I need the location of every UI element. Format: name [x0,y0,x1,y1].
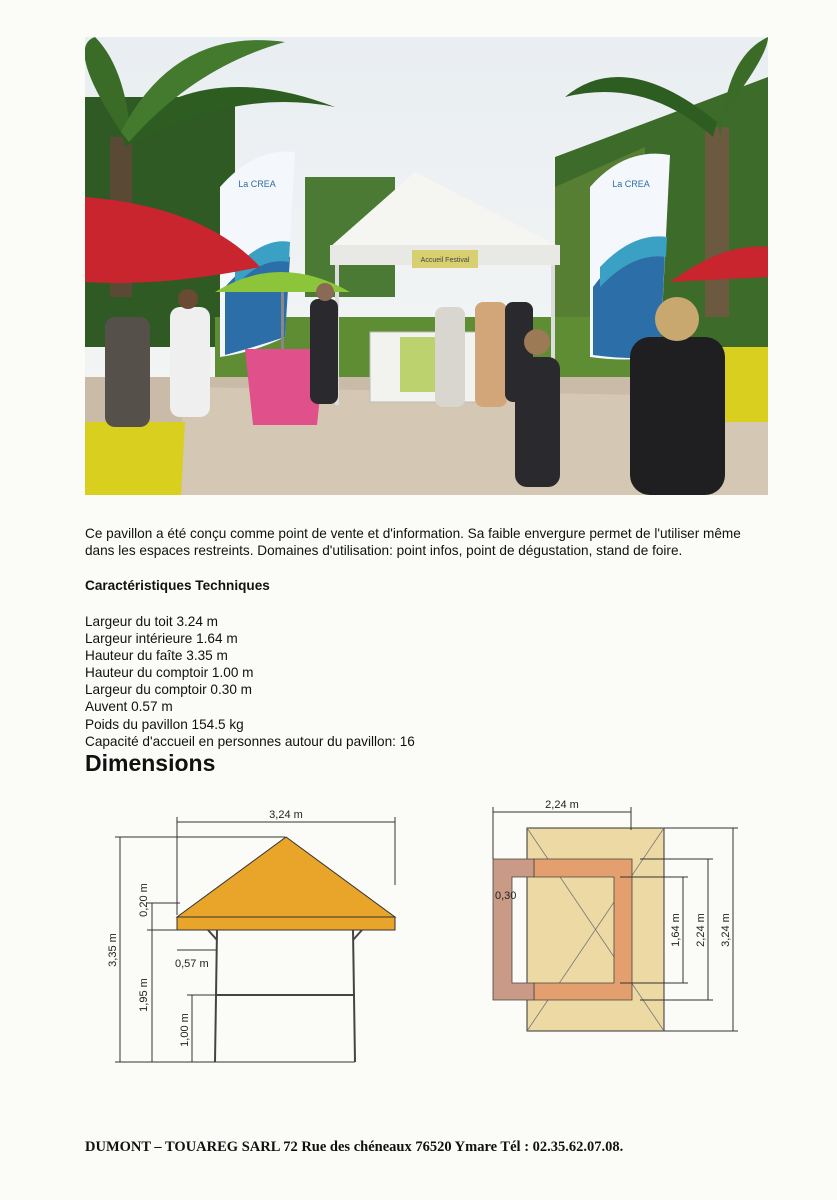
label-wall-height: 1,95 m [138,978,150,1012]
label-outer-width: 3,24 m [720,913,732,947]
intro-text: Ce pavillon a été conçu comme point de vente et d'information. Sa faible envergure permet de l'utiliser même dans les espaces restreints. Domaines d'utilisation: point infos, point de dégustation, stand de foire. [85,526,741,558]
label-awning: 0,57 m [175,958,209,970]
label-roof-width: 3,24 m [269,809,303,821]
label-counter-height: 1,00 m [179,1013,191,1047]
dimensions-drawing [100,795,760,1075]
label-inner-width: 1,64 m [670,913,682,947]
label-total-height: 3,35 m [107,933,119,967]
spec-ridge-height: Hauteur du faîte 3.35 m [85,648,228,664]
specs-list [85,613,415,750]
roof-shape [177,837,395,917]
banner-right-text: La CREA [612,179,650,189]
footer-address: DUMONT – TOUAREG SARL 72 Rue des chéneaux 76520 Ymare Tél : 02.35.62.07.08. [85,1139,624,1155]
spec-roof-width: Largeur du toit 3.24 m [85,614,218,629]
dimensions-title: Dimensions [85,750,216,776]
label-mid-width: 2,24 m [695,913,707,947]
label-counter-depth: 0,30 [495,890,517,902]
spec-inner-width: Largeur intérieure 1.64 m [85,631,238,647]
spec-capacity: Capacité d'accueil en personnes autour du pavillon: 16 [85,733,415,749]
spec-counter-width: Largeur du comptoir 0.30 m [85,682,252,698]
booth-sign: Accueil Festival [420,257,470,264]
spec-counter-height: Hauteur du comptoir 1.00 m [85,665,254,681]
specs-title: Caractéristiques Techniques [85,578,270,593]
event-photo [85,37,768,495]
banner-left-text: La CREA [238,179,276,189]
label-top-width: 2,24 m [545,799,579,811]
label-roof-peak: 0,20 m [138,883,150,917]
roof-edge [177,917,395,930]
spec-awning: Auvent 0.57 m [85,699,173,715]
spec-weight: Poids du pavillon 154.5 kg [85,716,244,732]
